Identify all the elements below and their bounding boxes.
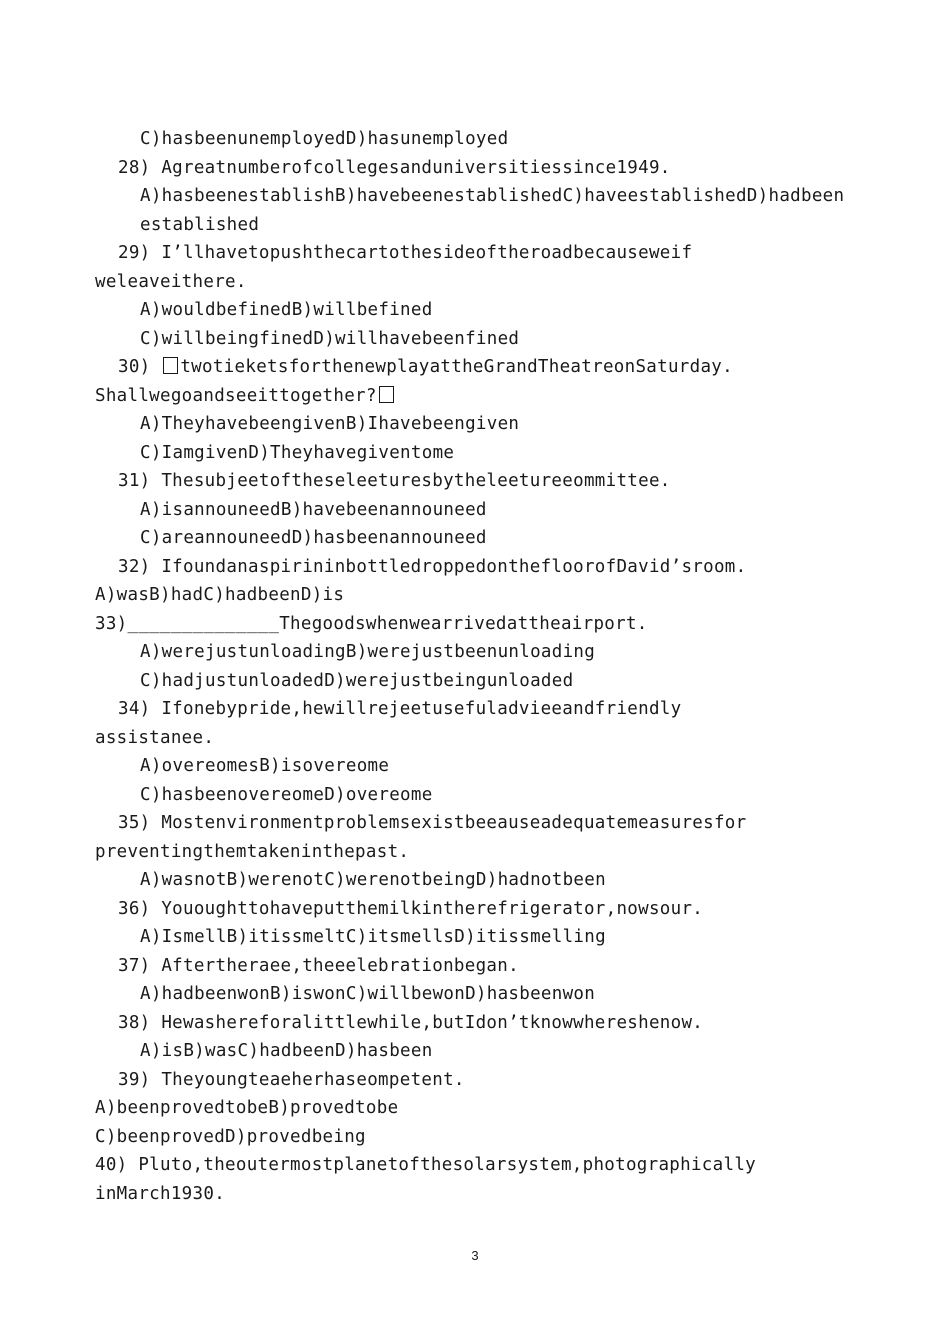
option-line: A)TheyhavebeengivenB)Ihavebeengiven — [140, 414, 520, 434]
option-line: A)overeomesB)isovereome — [140, 756, 390, 776]
option-line: C)hasbeenovereomeD)overeome — [140, 784, 433, 805]
question-40-continued: inMarch1930. — [95, 1183, 226, 1204]
option-line: C)beenprovedD)provedbeing — [95, 1126, 366, 1147]
question-39: 39) Theyoungteaeherhaseompetent. — [118, 1069, 465, 1090]
question-32: 32) IfoundanaspirininbottledroppedonthefloorofDavid’sroom. — [118, 556, 747, 577]
question-30-text-continued: Shallwegoandseeittogether? — [95, 385, 377, 406]
question-33: 33)______________Thegoodswhenwearrivedattheairport. — [95, 613, 648, 634]
question-31: 31) Thesubjeetoftheseleeturesbytheleetureeommittee. — [118, 471, 671, 491]
question-30-continued — [0, 382, 950, 411]
question-35-continued: preventingthemtakeninthepast. — [95, 841, 410, 862]
option-line: C)hadjustunloadedD)werejustbeingunloaded — [140, 670, 574, 691]
page-number: 3 — [471, 1248, 479, 1263]
question-29: 29) I’llhavetopushthecartothesideoftheroadbecauseweif — [118, 243, 693, 263]
question-30-text: twotieketsforthenewplayattheGrandTheatreonSaturday. — [180, 357, 733, 377]
question-38: 38) Hewashereforalittlewhile,butIdon’tknowwhereshenow. — [118, 1012, 704, 1033]
question-29-continued: weleaveithere. — [95, 271, 247, 292]
question-list — [0, 125, 950, 1208]
question-34-continued: assistanee. — [95, 727, 215, 748]
option-line: A)isB)wasC)hadbeenD)hasbeen — [140, 1041, 433, 1061]
option-line: C)areannouneedD)hasbeenannouneed — [140, 528, 487, 548]
question-34: 34) Ifonebypride,hewillrejeetusefuladvieeandfriendly — [118, 699, 682, 719]
option-line: A)hasbeenestablishB)havebeenestablishedC)haveestablishedD)hadbeen — [140, 186, 845, 206]
missing-glyph-box-icon — [379, 386, 394, 403]
option-line: A)wouldbefinedB)willbefined — [140, 300, 433, 320]
option-line: A)wasnotB)werenotC)werenotbeingD)hadnotbeen — [140, 870, 606, 890]
option-line: A)IsmellB)itissmeltC)itsmellsD)itissmelling — [140, 927, 606, 947]
question-28: 28) Agreatnumberofcollegesanduniversitiessince1949. — [118, 157, 671, 178]
option-line: A)beenprovedtobeB)provedtobe — [95, 1098, 399, 1118]
question-37: 37) Aftertheraee,theeelebrationbegan. — [118, 955, 519, 976]
option-line: A)isannouneedB)havebeenannouneed — [140, 499, 487, 520]
question-30-number: 30) — [118, 357, 162, 377]
missing-glyph-box-icon — [163, 357, 178, 374]
option-line: C)willbeingfinedD)willhavebeenfined — [140, 328, 520, 349]
question-30 — [0, 353, 950, 382]
option-line: C)IamgivenD)Theyhavegiventome — [140, 442, 455, 463]
option-line: C)hasbeenunemployedD)hasunemployed — [140, 129, 509, 149]
question-40: 40) Pluto,theoutermostplanetofthesolarsystem,photographically — [95, 1155, 756, 1175]
option-line-continued: established — [140, 214, 260, 235]
question-35: 35) Mostenvironmentproblemsexistbeeauseadequatemeasuresfor — [118, 813, 747, 833]
option-line: A)hadbeenwonB)iswonC)willbewonD)hasbeenwon — [140, 984, 596, 1004]
option-line: A)wasB)hadC)hadbeenD)is — [95, 585, 345, 605]
option-line: A)werejustunloadingB)werejustbeenunloading — [140, 642, 596, 662]
question-36: 36) Yououghttohaveputthemilkintherefrigerator,nowsour. — [118, 898, 704, 919]
